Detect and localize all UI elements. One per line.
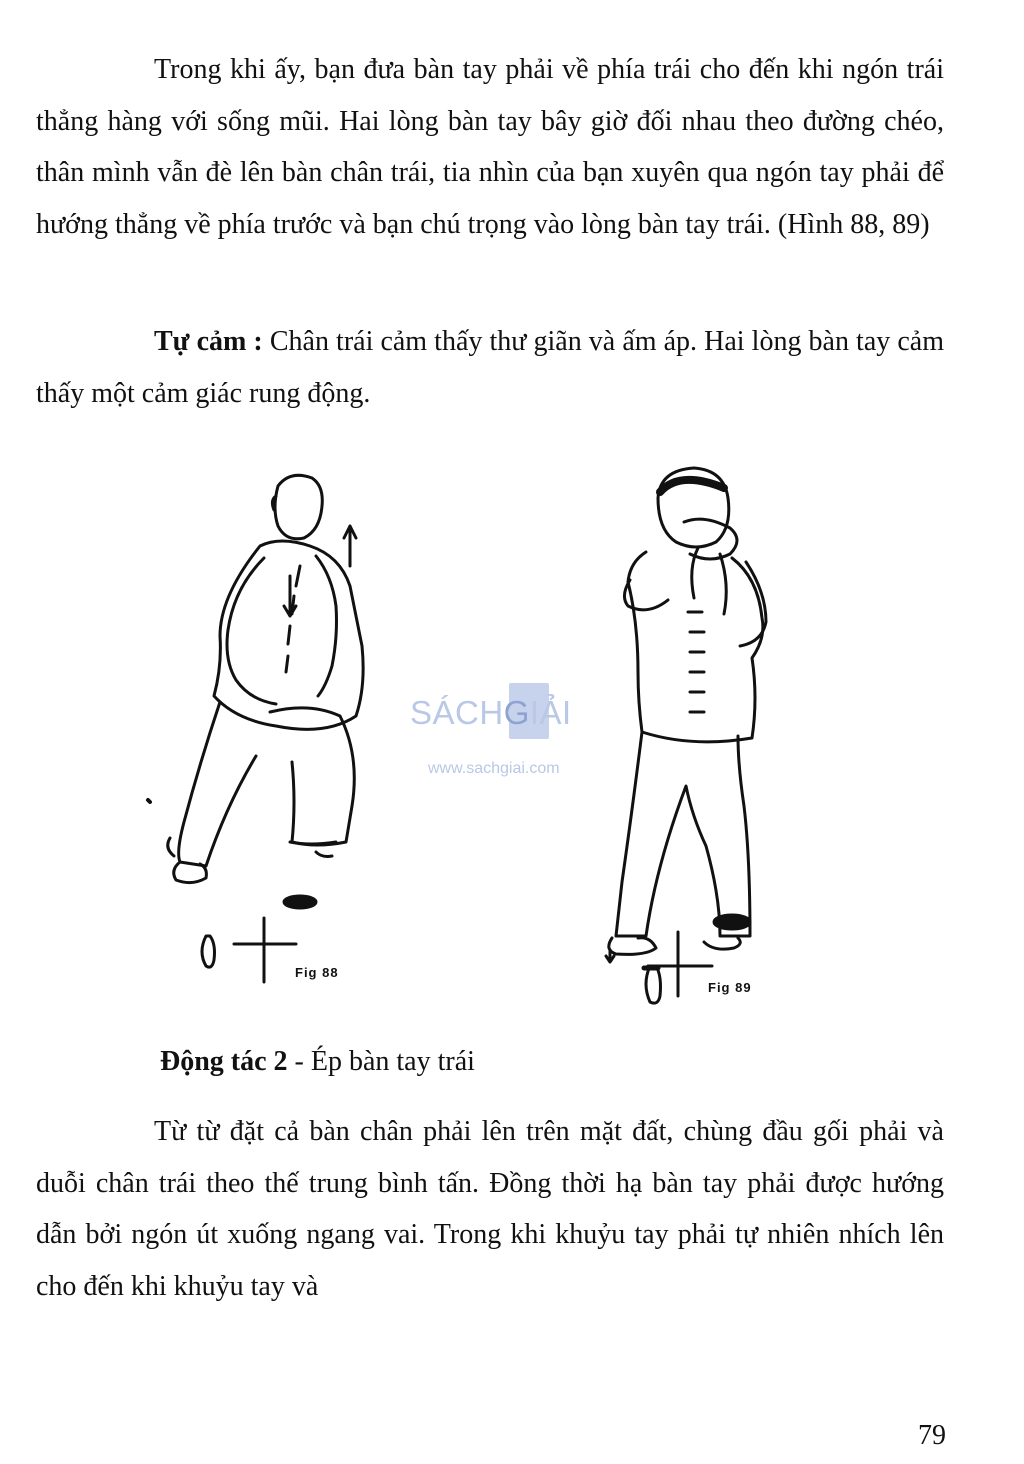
paragraph-tu-cam	[36, 316, 944, 419]
figure-88-label: Fig 88	[295, 965, 339, 980]
heading-bold: Động tác 2	[160, 1046, 288, 1077]
watermark-brand-left: SÁCH	[410, 694, 504, 731]
watermark-brand	[410, 694, 572, 732]
watermark-url[interactable]: www.sachgiai.com	[428, 760, 560, 777]
page-number: 79	[918, 1420, 946, 1451]
watermark-brand-right: IẢI	[529, 694, 572, 731]
sachgiai-watermark[interactable]	[410, 686, 620, 786]
section-heading	[160, 1046, 475, 1078]
figure-89-label: Fig 89	[708, 980, 752, 995]
heading-rest: - Ép bàn tay trái	[287, 1046, 475, 1077]
watermark-brand-mid: G	[503, 694, 530, 731]
paragraph-3: Từ từ đặt cả bàn chân phải lên trên mặt đất, chùng đầu gối phải và duỗi chân trái theo thế trung bình tấn. Đồng thời hạ bàn tay phải được hướng dẫn bởi ngón út xuống ngang vai. Trong khi khuỷu tay phải tự nhiên nhích lên cho đến khi khuỷu tay và	[36, 1116, 944, 1302]
figure-88-illustration	[140, 466, 390, 986]
tu-cam-text: Chân trái cảm thấy thư giãn và ấm áp. Hai lòng bàn tay cảm thấy một cảm giác rung động.	[36, 326, 944, 409]
paragraph-1: Trong khi ấy, bạn đưa bàn tay phải về phía trái cho đến khi ngón trái thẳng hàng với sống mũi. Hai lòng bàn tay bây giờ đối nhau theo đường chéo, thân mình vẫn đè lên bàn chân trái, tia nhìn của bạn xuyên qua ngón tay phải để hướng thẳng về phía trước và bạn chú trọng vào lòng bàn tay trái. (Hình 88, 89)	[36, 54, 944, 240]
tu-cam-label: Tự cảm :	[154, 326, 263, 357]
